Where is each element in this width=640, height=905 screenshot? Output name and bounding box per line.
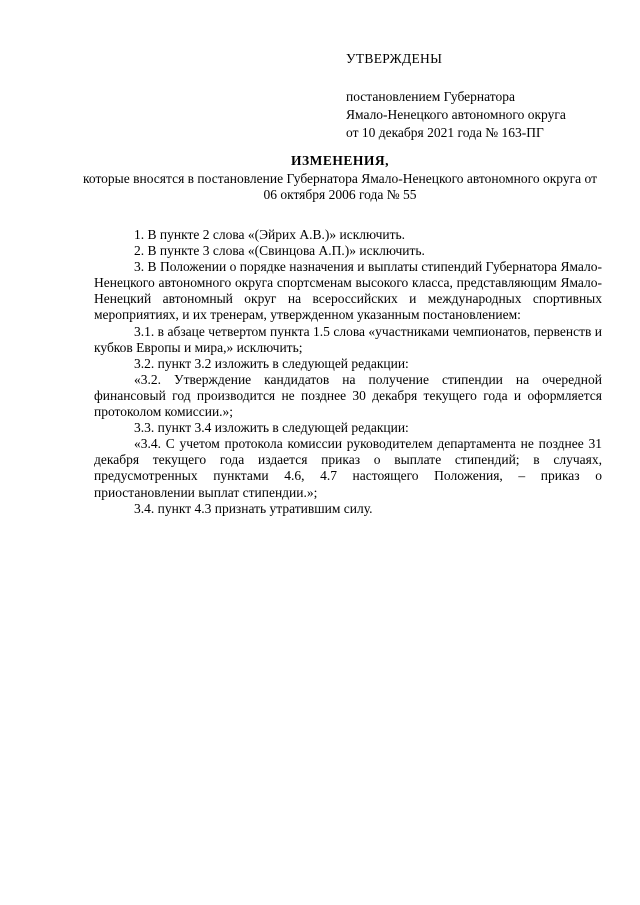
paragraph-3-4: 3.4. пункт 4.3 признать утратившим силу. [134,500,373,516]
paragraph-2: 2. В пункте 3 слова «(Свинцова А.П.)» исключить. [134,243,425,259]
document-subtitle: которые вносятся в постановление Губернатора Ямало-Ненецкого автономного округа от 06 октября 2006 года № 55 [83,171,597,202]
document-title: ИЗМЕНЕНИЯ, [290,153,389,168]
paragraph-3-3: 3.3. пункт 3.4 изложить в следующей редакции: [134,420,409,436]
approval-heading: УТВЕРЖДЕНЫ [346,51,443,66]
document-body [94,227,602,517]
approval-line-2: Ямало-Ненецкого автономного округа [346,107,566,122]
quote-3-4: «3.4. С учетом протокола комиссии руководителем департамента не позднее 31 декабря текущего года издается приказ о выплате стипендий; в случаях, предусмотренных пунктами 4.6, 4.7 настоящего Положения, – приказ о приостановлении выплат стипендии.»; [94,436,602,500]
approval-line-3: от 10 декабря 2021 года № 163-ПГ [346,125,544,140]
approval-block [346,50,626,142]
approval-line-1: постановлением Губернатора [346,89,515,104]
quote-3-2: «3.2. Утверждение кандидатов на получение стипендии на очередной финансовый год производится не позднее 30 декабря текущего года и оформляется протоколом комиссии.»; [94,371,602,420]
paragraph-1: 1. В пункте 2 слова «(Эйрих А.В.)» исключить. [134,227,406,242]
paragraph-3: 3. В Положении о порядке назначения и выплаты стипендий Губернатора Ямало-Ненецкого автономного округа спортсменам высокого класса, представляющим Ямало-Ненецкий автономный округ на всероссийских и международных спортивных мероприятиях, и их тренерам, утвержденном указанным постановлением: [94,259,602,323]
paragraph-3-1: 3.1. в абзаце четвертом пункта 1.5 слова «участниками чемпионатов, первенств и кубков Европы и мира,» исключить; [94,323,602,355]
document-heading [80,153,600,203]
paragraph-3-2: 3.2. пункт 3.2 изложить в следующей редакции: [134,355,409,371]
